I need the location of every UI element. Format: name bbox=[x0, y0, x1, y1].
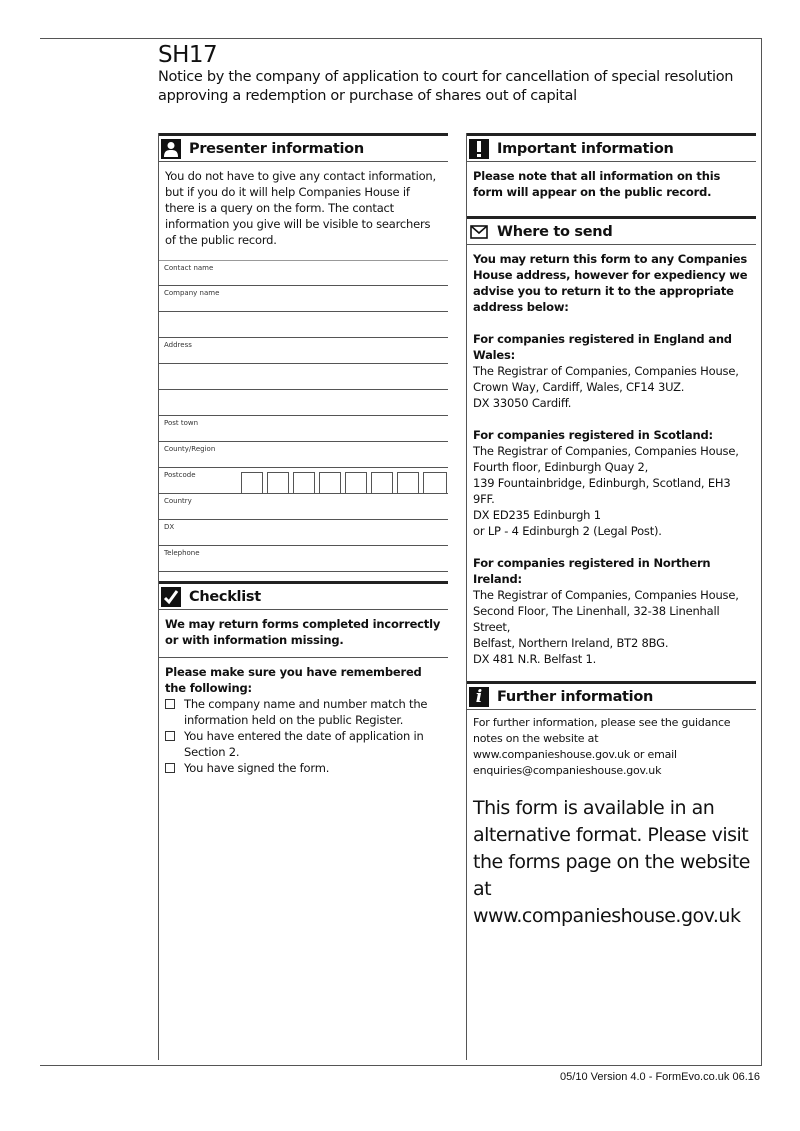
further-section-header bbox=[467, 681, 756, 709]
address-england bbox=[467, 331, 756, 411]
address-line: Second Floor, The Linenhall, 32-38 Linenhall Street, bbox=[473, 604, 720, 634]
dx-field[interactable] bbox=[159, 520, 448, 546]
presenter-section-header bbox=[159, 133, 448, 161]
checkbox[interactable] bbox=[165, 763, 175, 773]
info-icon: i bbox=[469, 687, 489, 707]
where-to-send-intro: You may return this form to any Companies House address, however for expediency we advise you to return it to the appropriate address below: bbox=[473, 252, 748, 314]
postcode-box[interactable] bbox=[397, 472, 419, 494]
checklist-section-header bbox=[159, 581, 448, 609]
checklist-lead: Please make sure you have remembered the following: bbox=[165, 665, 422, 695]
right-column bbox=[466, 133, 756, 1060]
address-line: DX ED235 Edinburgh 1 bbox=[473, 508, 601, 522]
checklist-item[interactable] bbox=[165, 696, 442, 728]
where-to-send-section-header bbox=[467, 216, 756, 244]
address-scotland-heading: For companies registered in Scotland: bbox=[473, 428, 713, 442]
envelope-icon bbox=[469, 222, 489, 242]
checklist-item[interactable] bbox=[165, 728, 442, 760]
postcode-label: Postcode bbox=[164, 471, 196, 479]
checkmark-icon bbox=[161, 587, 181, 607]
checklist-items bbox=[159, 696, 448, 776]
telephone-field[interactable] bbox=[159, 546, 448, 572]
address-line: Fourth floor, Edinburgh Quay 2, bbox=[473, 460, 649, 474]
postcode-box[interactable] bbox=[319, 472, 341, 494]
dx-label: DX bbox=[164, 523, 175, 531]
postcode-box[interactable] bbox=[267, 472, 289, 494]
post-town-label: Post town bbox=[164, 419, 199, 427]
country-field[interactable] bbox=[159, 494, 448, 520]
checklist-item-text: You have signed the form. bbox=[184, 761, 330, 775]
address-line: The Registrar of Companies, Companies House, bbox=[473, 588, 739, 602]
address-line: The Registrar of Companies, Companies House, bbox=[473, 364, 739, 378]
postcode-box[interactable] bbox=[293, 472, 315, 494]
important-text: Please note that all information on this form will appear on the public record. bbox=[473, 169, 721, 199]
top-rule bbox=[40, 38, 762, 39]
address-england-heading: For companies registered in England and Wales: bbox=[473, 332, 732, 362]
contact-name-field[interactable] bbox=[159, 260, 448, 286]
address-line: DX 33050 Cardiff. bbox=[473, 396, 572, 410]
contact-name-label: Contact name bbox=[164, 264, 214, 272]
address-field-2[interactable] bbox=[159, 364, 448, 390]
right-rule bbox=[761, 38, 762, 1065]
checklist-title: Checklist bbox=[189, 588, 261, 605]
form-subtitle: Notice by the company of application to court for cancellation of special resolution approving a redemption or purchase of shares out of capital bbox=[158, 69, 734, 104]
county-label: County/Region bbox=[164, 445, 216, 453]
postcode-box[interactable] bbox=[345, 472, 367, 494]
person-icon bbox=[161, 139, 181, 159]
checklist-item[interactable] bbox=[165, 760, 442, 776]
bottom-rule bbox=[40, 1065, 762, 1066]
important-title: Important information bbox=[497, 140, 674, 157]
company-name-label: Company name bbox=[164, 289, 220, 297]
further-title: Further information bbox=[497, 688, 654, 705]
address-scotland bbox=[467, 427, 756, 539]
address-line: The Registrar of Companies, Companies House, bbox=[473, 444, 739, 458]
postcode-box[interactable] bbox=[241, 472, 263, 494]
address-field-3[interactable] bbox=[159, 390, 448, 416]
left-column bbox=[158, 133, 448, 1060]
footer-version: 05/10 Version 4.0 - FormEvo.co.uk 06.16 bbox=[560, 1071, 760, 1083]
postcode-box[interactable] bbox=[371, 472, 393, 494]
address-label: Address bbox=[164, 341, 192, 349]
address-line: DX 481 N.R. Belfast 1. bbox=[473, 652, 597, 666]
country-label: Country bbox=[164, 497, 192, 505]
telephone-label: Telephone bbox=[164, 549, 200, 557]
exclamation-icon bbox=[469, 139, 489, 159]
where-to-send-title: Where to send bbox=[497, 223, 613, 240]
checklist-item-text: You have entered the date of application in Section 2. bbox=[184, 729, 424, 759]
further-text: For further information, please see the guidance notes on the website at www.companieshouse.gov.uk or email enquiries@companieshouse.gov.uk bbox=[473, 716, 731, 777]
alt-format-note: This form is available in an alternative format. Please visit the forms page on the website at www.companieshouse.gov.uk bbox=[473, 797, 750, 927]
address-line: Belfast, Northern Ireland, BT2 8BG. bbox=[473, 636, 669, 650]
post-town-field[interactable] bbox=[159, 416, 448, 442]
county-field[interactable] bbox=[159, 442, 448, 468]
checklist-warning: We may return forms completed incorrectly or with information missing. bbox=[165, 617, 441, 647]
form-code: SH17 bbox=[158, 42, 218, 68]
important-section-header bbox=[467, 133, 756, 161]
checklist-item-text: The company name and number match the information held on the public Register. bbox=[184, 697, 428, 727]
presenter-title: Presenter information bbox=[189, 140, 364, 157]
address-ni bbox=[467, 555, 756, 667]
presenter-intro: You do not have to give any contact information, but if you do it will help Companies House if there is a query on the form. The contact information you give will be visible to searchers of the public record. bbox=[165, 169, 436, 247]
address-line: 139 Fountainbridge, Edinburgh, Scotland, EH3 9FF. bbox=[473, 476, 731, 506]
presenter-fields bbox=[159, 260, 448, 572]
address-line: Crown Way, Cardiff, Wales, CF14 3UZ. bbox=[473, 380, 685, 394]
address-field[interactable] bbox=[159, 338, 448, 364]
checkbox[interactable] bbox=[165, 731, 175, 741]
postcode-field[interactable] bbox=[159, 468, 448, 494]
postcode-box[interactable] bbox=[423, 472, 447, 494]
address-ni-heading: For companies registered in Northern Ireland: bbox=[473, 556, 711, 586]
checkbox[interactable] bbox=[165, 699, 175, 709]
company-name-field[interactable] bbox=[159, 286, 448, 312]
company-name-field-2[interactable] bbox=[159, 312, 448, 338]
address-line: or LP - 4 Edinburgh 2 (Legal Post). bbox=[473, 524, 662, 538]
